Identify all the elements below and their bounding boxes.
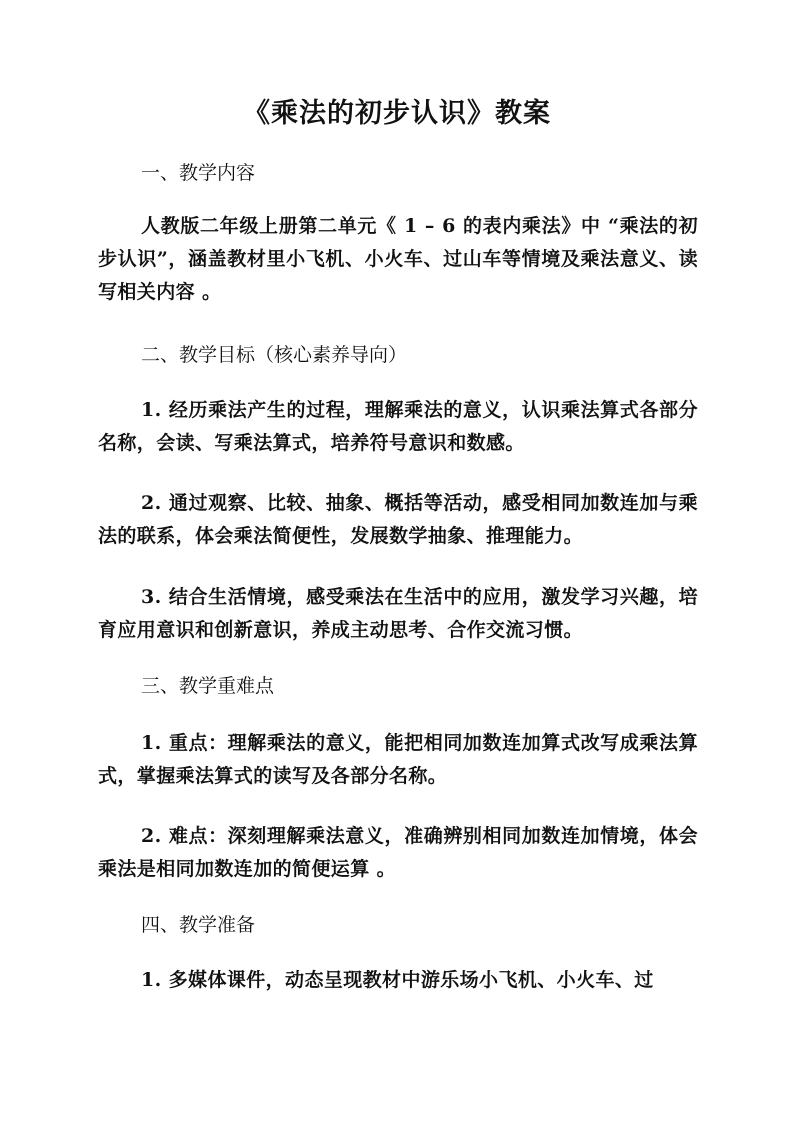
paragraph-objective-3: 3. 结合生活情境，感受乘法在生活中的应用，激发学习兴趣，培育应用意识和创新意识，养成主动思考、合作交流习惯。 [98,586,698,641]
paragraph-preparation-1: 1. 多媒体课件，动态呈现教材中游乐场小飞机、小火车、过 [141,969,654,991]
paragraph-objective-1: 1. 经历乘法产生的过程，理解乘法的意义，认识乘法算式各部分名称，会读、写乘法算式，培养符号意识和数感。 [98,399,698,454]
paragraph-key-point: 1. 重点：理解乘法的意义，能把相同加数连加算式改写成乘法算式，掌握乘法算式的读写及各部分名称。 [98,732,698,787]
section-heading-objectives: 二、教学目标（核心素养导向） [141,344,408,366]
section-heading-content: 一、教学内容 [141,162,256,184]
paragraph-objective-2: 2. 通过观察、比较、抽象、概括等活动，感受相同加数连加与乘法的联系，体会乘法简便性，发展数学抽象、推理能力。 [98,492,698,547]
section-heading-key-points: 三、教学重难点 [141,675,275,697]
section-heading-preparation: 四、教学准备 [141,914,256,936]
paragraph-difficult-point: 2. 难点：深刻理解乘法意义，准确辨别相同加数连加情境，体会乘法是相同加数连加的简便运算 。 [98,825,698,880]
document-title: 《乘法的初步认识》教案 [243,98,551,129]
paragraph-content: 人教版二年级上册第二单元《 1 – 6 的表内乘法》中 “乘法的初步认识”，涵盖教材里小飞机、小火车、过山车等情境及乘法意义、读写相关内容 。 [98,215,698,303]
